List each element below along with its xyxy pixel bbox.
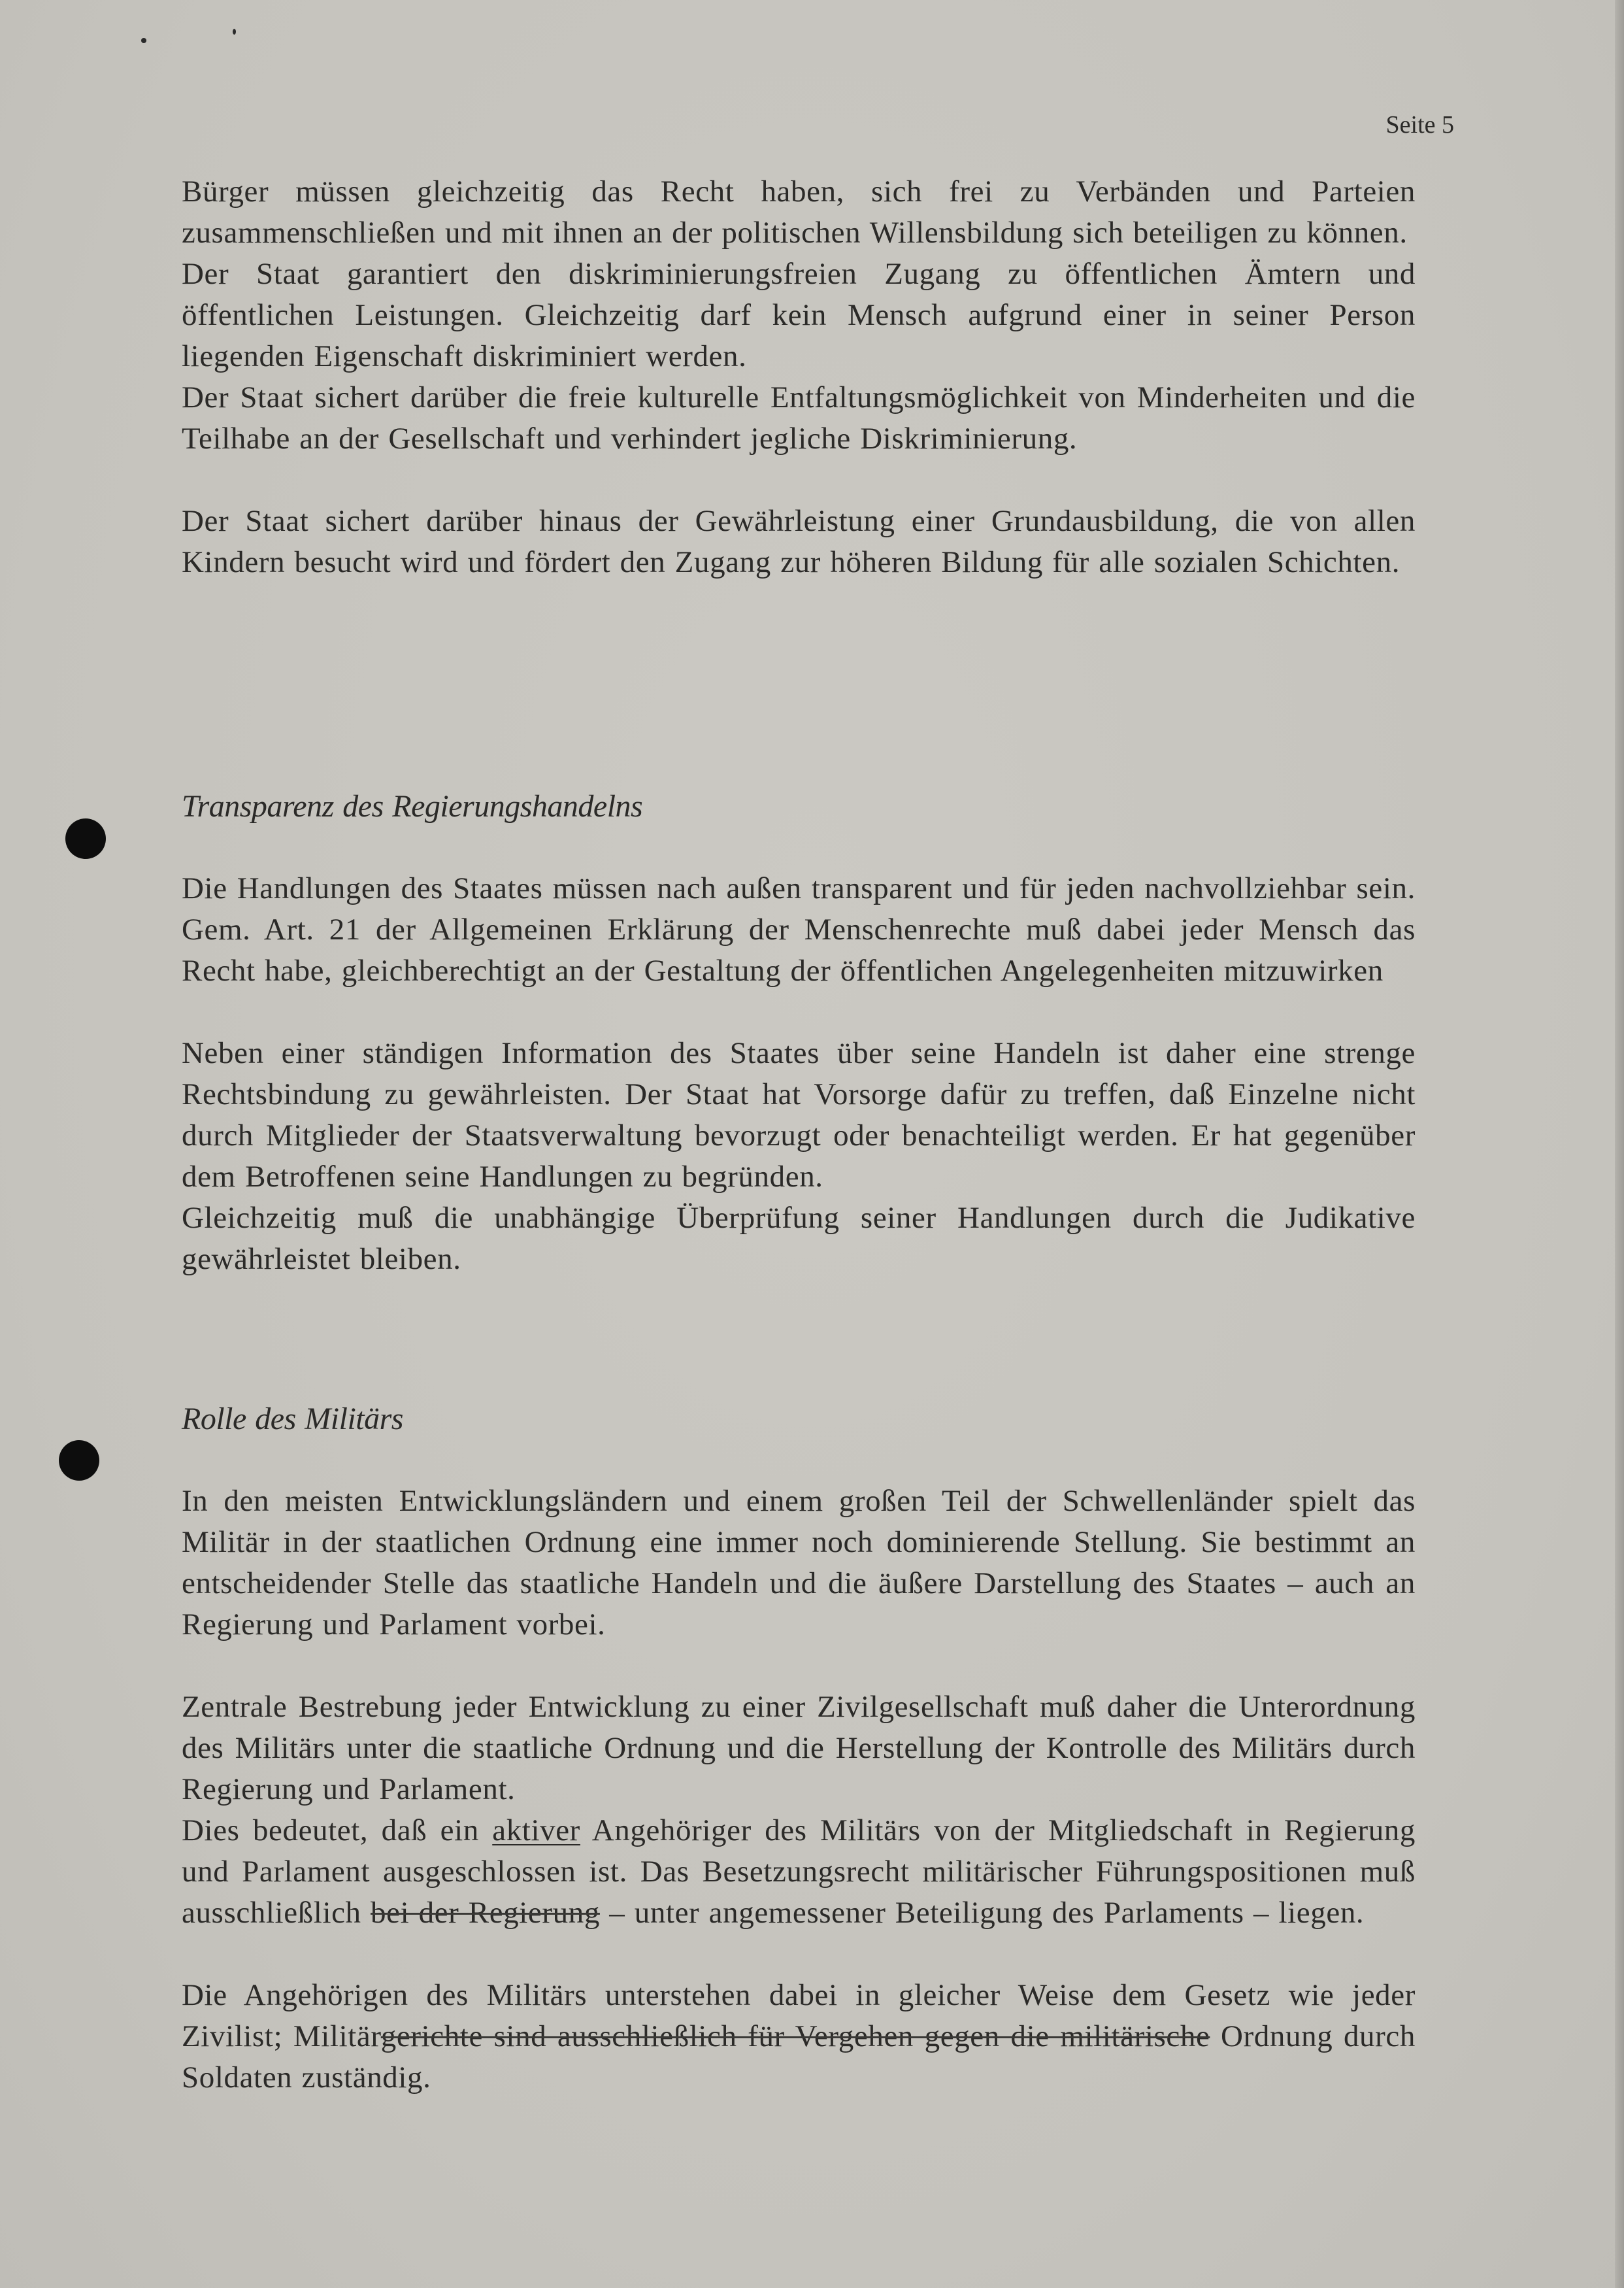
paragraph: Zentrale Bestrebung jeder Entwicklung zu einer Zivilgesellschaft muß daher die Unterordnung des Militärs unter die staatliche Ordnung und die Herstellung der Kontrolle des Militärs durch Regierung und Parlament. <box>182 1690 1416 1806</box>
paragraph: Bürger müssen gleichzeitig das Recht haben, sich frei zu Verbänden und Parteien zusammenschließen und mit ihnen an der politischen Willensbildung sich beteiligen zu können. <box>182 175 1416 250</box>
paragraph: Der Staat sichert darüber die freie kulturelle Entfaltungsmöglichkeit von Minderheiten und die Teilhabe an der Gesellschaft und verhindert jegliche Diskriminierung. <box>182 380 1416 456</box>
paragraph-gap <box>182 1439 1416 1481</box>
paragraph: Der Staat garantiert den diskriminierungsfreien Zugang zu öffentlichen Ämtern und öffentlichen Leistungen. Gleichzeitig darf kein Mensch aufgrund einer in seiner Person liegenden Eigenschaft diskriminiert werden. <box>182 257 1416 373</box>
text-run: Ordnung durch Soldaten zuständig. <box>182 2019 1416 2095</box>
struck-text: gerichte sind ausschließlich für Vergehen gegen die militärische <box>380 2019 1210 2053</box>
paragraph: In den meisten Entwicklungsländern und einem großen Teil der Schwellenländer spielt das Militär in der staatlichen Ordnung eine immer noch dominierende Stellung. Sie bestimmt an entscheidender Stelle das staatliche Handeln und die äußere Darstellung des Staates – auch an Regierung und Parlament vorbei. <box>182 1484 1416 1641</box>
paragraph-gap <box>182 1934 1416 1975</box>
struck-text: bei der Regierung <box>371 1896 600 1930</box>
paragraph-gap <box>182 460 1416 501</box>
paper-speck <box>141 38 146 43</box>
underlined-word: aktiver <box>492 1813 580 1847</box>
rights-section <box>182 171 1416 583</box>
section-title: Transparenz des Regierungshandelns <box>182 789 643 824</box>
text-run: Dies bedeutet, daß ein <box>182 1813 493 1847</box>
paragraph <box>182 1975 1416 2098</box>
page-number: Seite 5 <box>1385 111 1454 139</box>
punch-hole <box>65 818 106 859</box>
paragraph: Neben einer ständigen Information des Staates über seine Handeln ist daher eine strenge Rechtsbindung zu gewährleisten. Der Staat hat Vorsorge dafür zu treffen, daß Einzelne nicht durch Mitglieder der Staatsverwaltung bevorzugt oder benachteiligt werden. Er hat gegenüber dem Betroffenen seine Handlungen zu begründen. <box>182 1036 1416 1194</box>
paper-speck <box>233 29 236 35</box>
text-run: Angehöriger des Militärs von der Mitgliedschaft in Regierung und Parlament ausgeschlossen ist. Das Besetzungsrecht militärischer Führungspositionen muß ausschließlich <box>182 1813 1416 1930</box>
military-section <box>182 1398 1416 2098</box>
paragraph-gap <box>182 1645 1416 1687</box>
punch-hole <box>59 1440 99 1481</box>
paragraph: Gleichzeitig muß die unabhängige Überprüfung seiner Handlungen durch die Judikative gewährleistet bleiben. <box>182 1201 1416 1276</box>
paragraph-gap <box>182 992 1416 1033</box>
text-run: – unter angemessener Beteiligung des Parlaments – liegen. <box>599 1896 1365 1930</box>
paragraph-gap <box>182 827 1416 868</box>
transparency-section <box>182 786 1416 1280</box>
paragraph: Die Handlungen des Staates müssen nach außen transparent und für jeden nachvollziehbar sein. Gem. Art. 21 der Allgemeinen Erklärung der Menschenrechte muß dabei jeder Mensch das Recht habe, gleichberechtigt an der Gestaltung der öffentlichen Angelegenheiten mitzuwirken <box>182 871 1416 988</box>
paper-right-edge <box>1615 0 1624 2288</box>
text-run: Die Angehörigen des Militärs unterstehen dabei in gleicher Weise dem Gesetz wie jeder Zivilist; Militär <box>182 1978 1416 2053</box>
paragraph: Der Staat sichert darüber hinaus der Gewährleistung einer Grundausbildung, die von allen Kindern besucht wird und fördert den Zugang zur höheren Bildung für alle sozialen Schichten. <box>182 504 1416 579</box>
section-title: Rolle des Militärs <box>182 1402 403 1436</box>
paragraph <box>182 1810 1416 1934</box>
